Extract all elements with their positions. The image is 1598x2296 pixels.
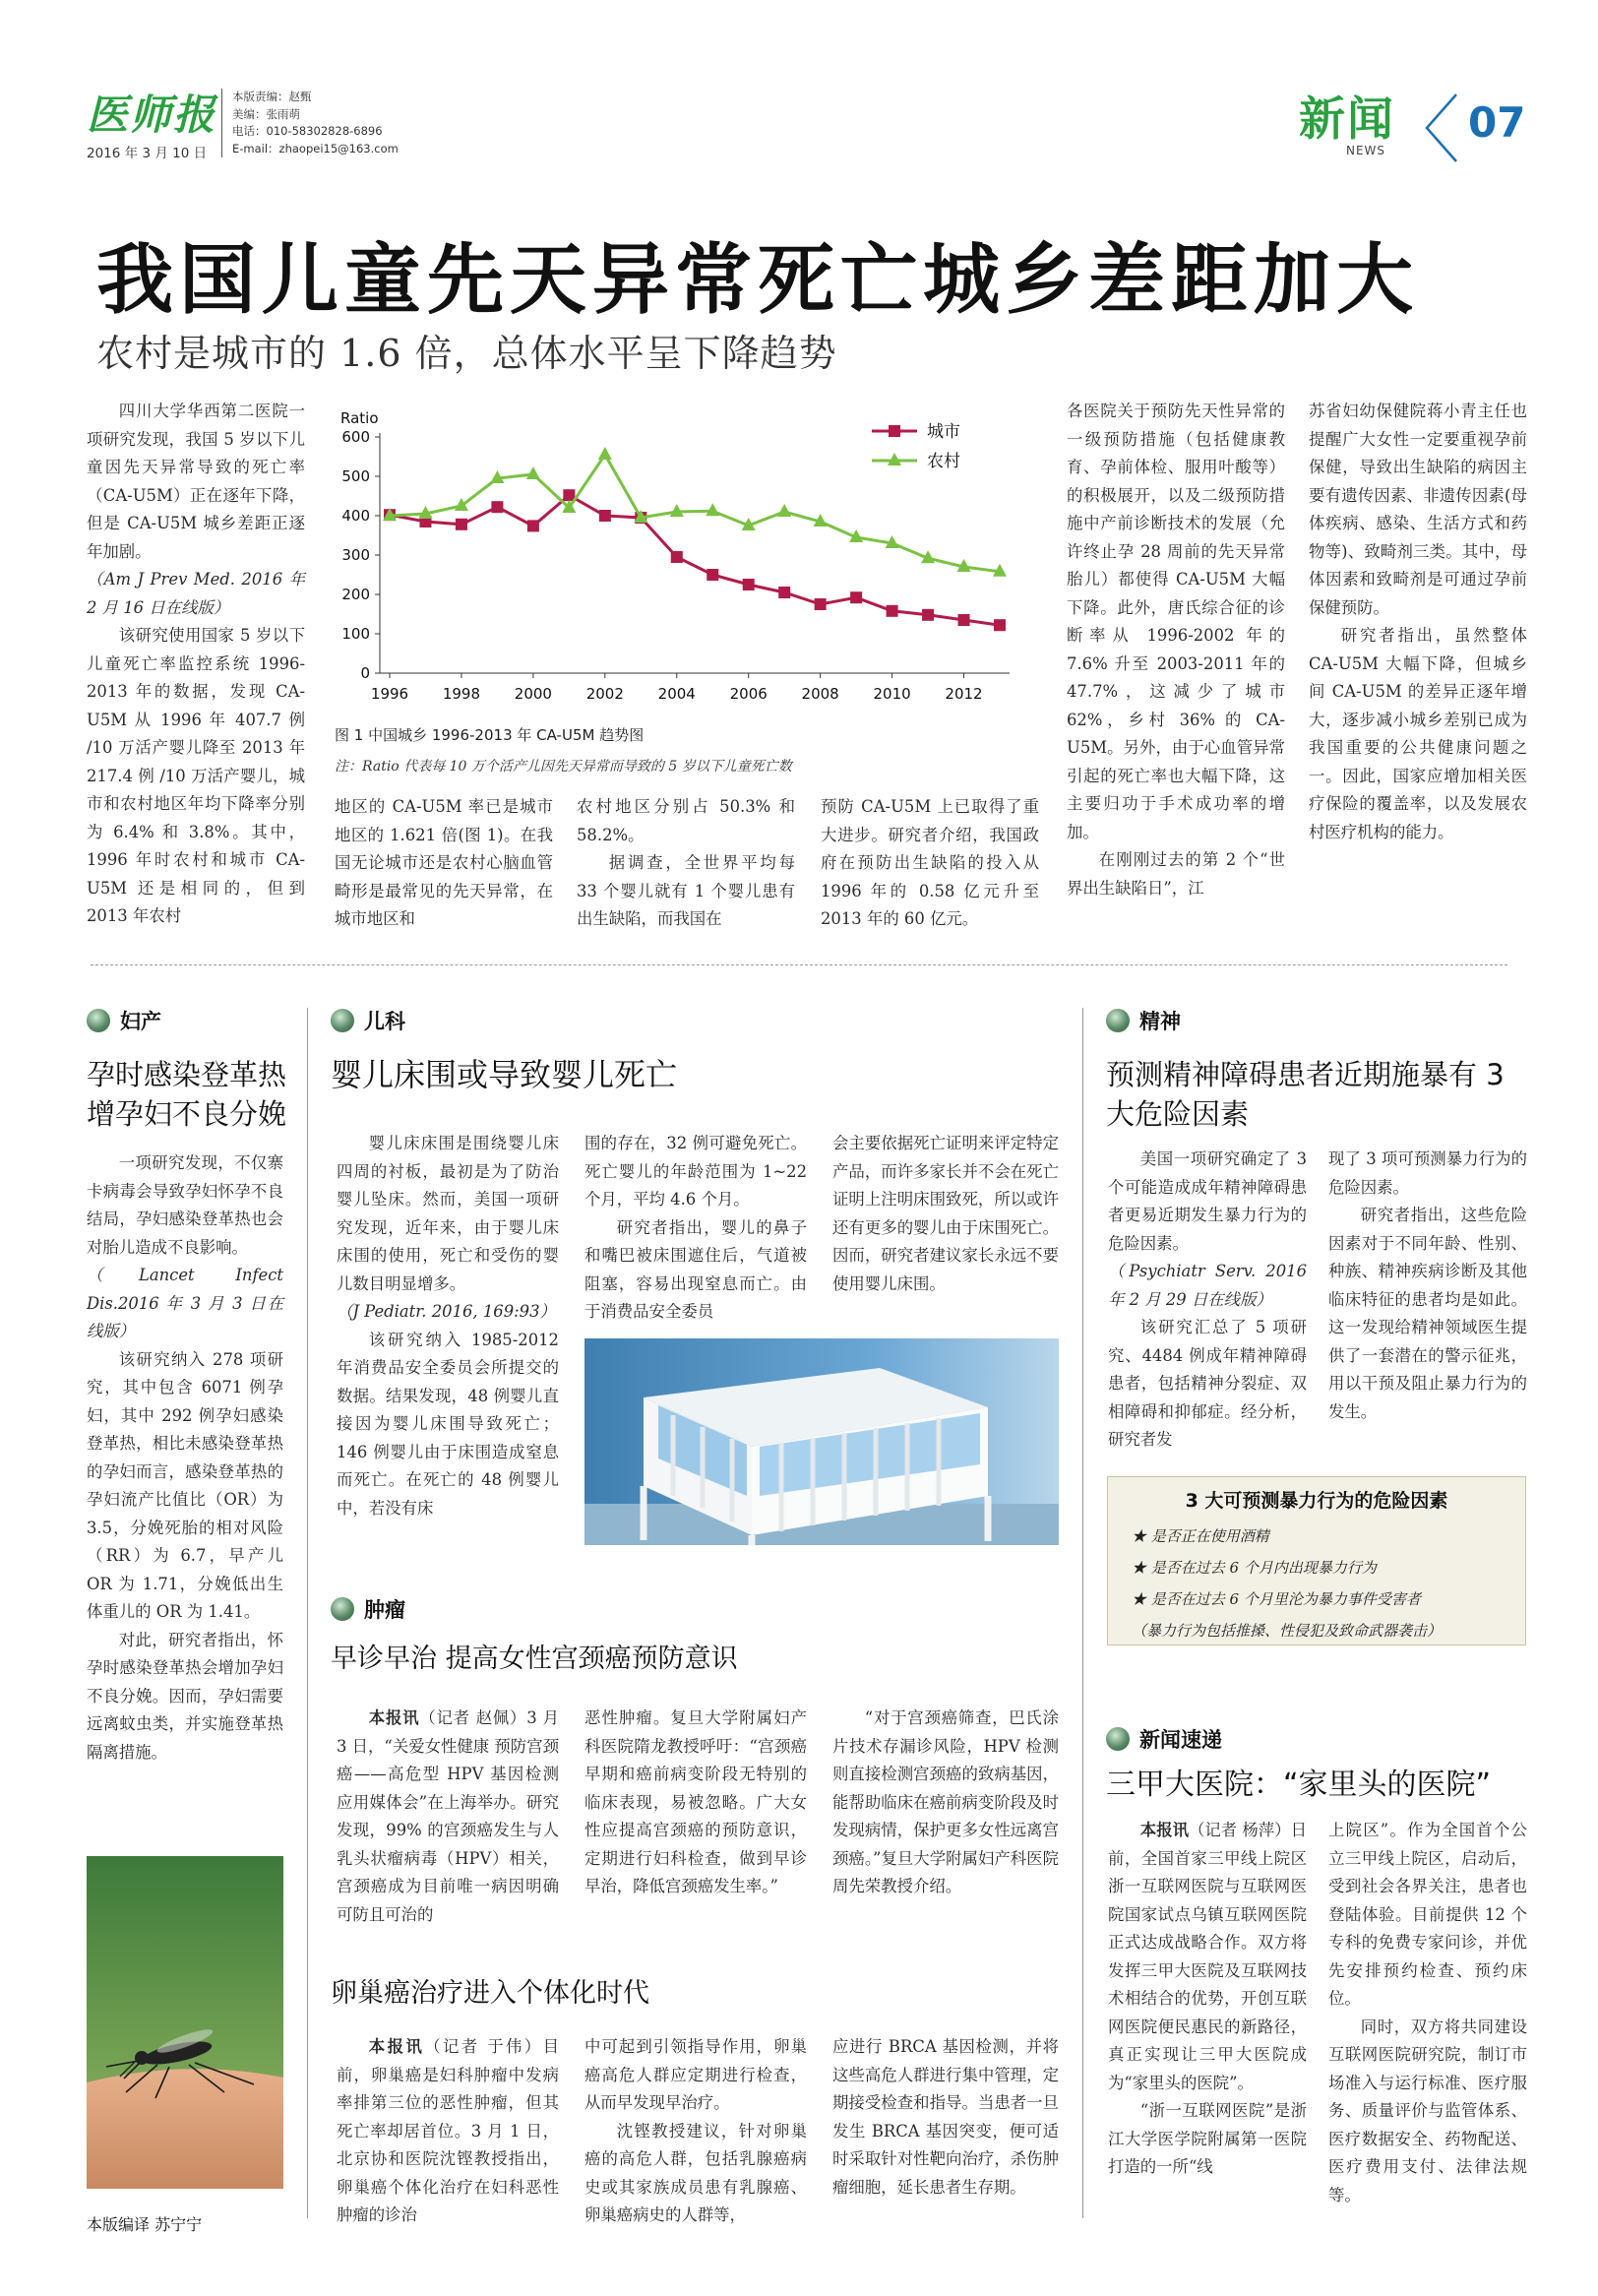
y-tick-label: 400 bbox=[341, 507, 370, 525]
legend-label: 农村 bbox=[927, 452, 960, 471]
x-tick-label: 2000 bbox=[514, 685, 552, 703]
article-citation: （Lancet Infect Dis.2016 年 3 月 3 日在线版） bbox=[87, 1266, 283, 1340]
article-paragraph: 沈铿教授建议，针对卵巢癌的高危人群，包括乳腺癌病史或其家族成员患有乳腺癌、卵巢癌病史的人群等， bbox=[584, 2121, 807, 2224]
article-citation: （Psychiatr Serv. 2016 年 2 月 29 日在线版） bbox=[1108, 1262, 1307, 1309]
pediatrics-column-1 bbox=[337, 1130, 559, 1522]
reporter: （记者 赵佩） bbox=[419, 1708, 527, 1727]
lead-column-6 bbox=[1309, 398, 1527, 846]
lead-paragraph: 据调查，全世界平均每 33 个婴儿就有 1 个婴儿患有出生缺陷，而我国在 bbox=[577, 853, 795, 928]
article-paragraph bbox=[337, 1705, 559, 1929]
risk-factor-item: ★ 是否在过去 6 个月里沦为暴力事件受害者 bbox=[1132, 1590, 1421, 1608]
article-paragraph: 恶性肿瘤。复旦大学附属妇产科医院隋龙教授呼吁：“宫颈癌早期和癌前病变阶段无特别的临床表现，易被忽略。广大女性应提高宫颈癌的预防意识，定期进行妇科检查，做到早诊早治，降低宫颈癌发生率。” bbox=[584, 1708, 807, 1895]
section-divider bbox=[91, 964, 1507, 965]
lead-paragraph: 地区的 CA-U5M 率已是城市地区的 1.621 倍(图 1)。在我国无论城市还是农村心脑血管畸形是最常见的先天异常，在城市地区和 bbox=[335, 797, 553, 928]
data-point-square bbox=[815, 598, 827, 610]
data-point-square bbox=[456, 519, 467, 530]
article-citation: （J Pediatr. 2016, 169:93） bbox=[337, 1302, 556, 1321]
crib-photo bbox=[584, 1338, 1059, 1545]
bullet-icon bbox=[331, 1009, 354, 1032]
reporter: （记者 杨萍） bbox=[1189, 1821, 1291, 1839]
risk-factor-note: （暴力行为包括推搡、性侵犯及致命武器袭击） bbox=[1132, 1622, 1443, 1640]
risk-factor-item: ★ 是否正在使用酒精 bbox=[1132, 1527, 1269, 1545]
article-text: 目前，卵巢癌是妇科肿瘤中发病率排第三位的恶性肿瘤，但其死亡率却居首位。3 月 1 日，北京协和医院沈铿教授指出，卵巢癌个体化治疗在妇科恶性肿瘤的诊治 bbox=[337, 2037, 560, 2224]
data-point-square bbox=[922, 609, 934, 621]
x-tick-label: 2004 bbox=[657, 685, 696, 703]
chart bbox=[321, 396, 1029, 720]
legend-swatch-marker bbox=[889, 425, 900, 437]
article-paragraph: 研究者指出，这些危险因素对于不同年龄、性别、种族、精神疾病诊断及其他临床特征的患者均是如此。这一发现给精神领域医生提供了一套潜在的警示征兆，用以干预及阻止暴力行为的发生。 bbox=[1328, 1206, 1527, 1421]
article-paragraph: 研究者指出，婴儿的鼻子和嘴巴被床围遮住后，气道被阻塞，容易出现窒息而亡。由于消费品安全委员 bbox=[584, 1217, 807, 1321]
article-paragraph: 中可起到引领指导作用，卵巢癌高危人群应定期进行检查，从而早发现早治疗。 bbox=[584, 2037, 807, 2112]
brief-column-2 bbox=[1328, 1817, 1527, 2209]
masthead-divider bbox=[221, 89, 222, 157]
masthead-info bbox=[232, 89, 399, 157]
lead-paragraph: 研究者指出，虽然整体 CA-U5M 大幅下降，但城乡间 CA-U5M 的差异正逐年增大，逐步减小城乡差别已成为我国重要的公共健康问题之一。因此，国家应增加相关医疗保险的覆盖率，以及发展农村医疗机构的能力。 bbox=[1309, 626, 1527, 841]
psychiatry-column-1 bbox=[1108, 1146, 1307, 1455]
psychiatry-column-2 bbox=[1328, 1146, 1527, 1426]
x-tick-label: 2006 bbox=[729, 685, 768, 703]
article-paragraph: 美国一项研究确定了 3 个可能造成成年精神障碍患者更易近期发生暴力行为的危险因素。 bbox=[1108, 1149, 1307, 1253]
article-text: 3 月 3 日，“关爱女性健康 预防宫颈癌——高危型 HPV 基因检测应用媒体会”在上海举办。研究发现，99% 的宫颈癌发生与人乳头状瘤病毒（HPV）相关，宫颈癌成为目前唯一病因明确可防且可治的 bbox=[337, 1708, 560, 1924]
reporter: （记者 于伟） bbox=[424, 2037, 543, 2056]
lead-paragraph: 四川大学华西第二医院一项研究发现，我国 5 岁以下儿童因先天异常导致的死亡率（CA-U5M）正在逐年下降，但是 CA-U5M 城乡差距正逐年加剧。 bbox=[87, 402, 305, 561]
risk-factor-item: ★ 是否在过去 6 个月内出现暴力行为 bbox=[1132, 1559, 1377, 1577]
oncology-a2-column-2 bbox=[584, 2033, 807, 2230]
bullet-icon bbox=[331, 1597, 354, 1621]
oncology-a1-column-3 bbox=[832, 1705, 1059, 1901]
page-headline: 我国儿童先天异常死亡城乡差距加大 bbox=[96, 236, 1420, 325]
bullet-icon bbox=[1106, 1009, 1130, 1032]
data-point-triangle bbox=[526, 466, 540, 479]
article-title: 卵巢癌治疗进入个体化时代 bbox=[331, 1978, 649, 2009]
lead-column-1 bbox=[87, 398, 305, 931]
dateline: 本报讯 bbox=[1139, 1821, 1189, 1839]
data-point-triangle bbox=[455, 498, 468, 511]
x-tick-label: 1998 bbox=[442, 685, 481, 703]
data-point-triangle bbox=[777, 504, 791, 517]
designer-line: 美编：张雨萌 bbox=[232, 106, 300, 121]
page-number: 07 bbox=[1468, 98, 1526, 147]
section-tag-label: 妇产 bbox=[120, 1010, 161, 1033]
y-axis-label: Ratio bbox=[340, 409, 379, 427]
data-point-square bbox=[743, 579, 755, 590]
page-subhead: 农村是城市的 1.6 倍，总体水平呈下降趋势 bbox=[96, 332, 837, 375]
section-tag-label: 精神 bbox=[1139, 1010, 1181, 1033]
article-paragraph: 婴儿床床围是围绕婴儿床四周的衬板，最初是为了防治婴儿坠床。然而，美国一项研究发现，近年来，由于婴儿床床围的使用，死亡和受伤的婴儿数目明显增多。 bbox=[337, 1134, 559, 1293]
issue-date: 2016 年 3 月 10 日 bbox=[87, 146, 208, 161]
section-tag-psychiatry bbox=[1106, 1006, 1181, 1035]
pediatrics-column-2 bbox=[584, 1130, 807, 1327]
article-paragraph: “对于宫颈癌筛查，巴氏涂片技术存漏诊风险，HPV 检测则直接检测宫颈癌的致病基因，能帮助临床在癌前病变阶段及时发现病情，保护更多女性远离宫颈癌。”复旦大学附属妇产科医院周先荣教授介绍。 bbox=[832, 1708, 1059, 1895]
oncology-a1-column-1 bbox=[337, 1705, 559, 1929]
figure-caption: 图 1 中国城乡 1996-2013 年 CA-U5M 趋势图 bbox=[335, 726, 645, 744]
y-tick-label: 100 bbox=[341, 625, 370, 643]
article-paragraph: 应进行 BRCA 基因检测，并将这些高危人群进行集中管理，定期接受检查和指导。当患者一旦发生 BRCA 基因突变，便可适时采取针对性靶向治疗，杀伤肿瘤细胞，延长患者生存期。 bbox=[832, 2037, 1059, 2197]
lead-column-2 bbox=[335, 793, 553, 934]
bullet-icon bbox=[1106, 1727, 1130, 1751]
section-tag-obstetrics bbox=[87, 1006, 161, 1035]
bullet-icon bbox=[87, 1009, 110, 1032]
lead-paragraph: 农村地区分别占 50.3% 和 58.2%。 bbox=[577, 797, 795, 844]
y-tick-label: 300 bbox=[341, 546, 370, 564]
section-title-en: NEWS bbox=[1346, 144, 1386, 157]
y-tick-label: 600 bbox=[341, 428, 370, 446]
chevron-left-icon bbox=[1417, 89, 1468, 167]
article-paragraph: 会主要依据死亡证明来评定特定产品，而许多家长并不会在死亡证明上注明床围致死，所以或许还有更多的婴儿由于床围死亡。因而，研究者建议家长永远不要使用婴儿床围。 bbox=[832, 1134, 1059, 1293]
editor-line: 本版责编：赵甄 bbox=[232, 90, 312, 103]
series-line-1 bbox=[390, 455, 1000, 572]
data-point-square bbox=[599, 510, 611, 522]
y-tick-label: 200 bbox=[341, 586, 370, 603]
article-paragraph: 该研究纳入 1985-2012 年消费品安全委员会所提交的数据。结果发现，48 例婴儿直接因为婴儿床围导致死亡；146 例婴儿由于床围造成窒息而死亡。在死亡的 48 例婴儿中，若没有床 bbox=[337, 1330, 559, 1518]
article-paragraph: 一项研究发现，不仅寨卡病毒会导致孕妇怀孕不良结局，孕妇感染登革热也会对胎儿造成不良影响。 bbox=[87, 1153, 283, 1257]
data-point-square bbox=[850, 591, 862, 603]
lead-paragraph: 各医院关于预防先天性异常的一级预防措施（包括健康教育、孕前体检、服用叶酸等）的积极展开，以及二级预防措施中产前诊断技术的发展（允许终止孕 28 周前的先天异常胎儿）都使得 CA-U5M 大幅下降。此外，唐氏综合征的诊断率从 1996-2002 年的 7.6% 升至 2003-2011 年的 47.7%，这减少了城市 62%，乡村 36% 的 CA-U5M。另外，由于心血管异常引起的死亡率也大幅下降，这主要归功于手术成功率的增加。 bbox=[1067, 402, 1285, 841]
page-credit: 本版编译 苏宁宁 bbox=[87, 2215, 203, 2234]
lead-paragraph: 苏省妇幼保健院蒋小青主任也提醒广大女性一定要重视孕前保健，导致出生缺陷的病因主要有遗传因素、非遗传因素(母体疾病、感染、生活方式和药物等)、致畸剂三类。其中，母体因素和致畸剂是可通过孕前保健预防。 bbox=[1309, 402, 1527, 617]
oncology-a1-column-2 bbox=[584, 1705, 807, 1901]
lead-column-4 bbox=[821, 793, 1039, 934]
brief-column-1 bbox=[1108, 1817, 1307, 2182]
section-tag-brief bbox=[1106, 1724, 1222, 1754]
legend-label: 城市 bbox=[927, 422, 960, 442]
x-tick-label: 2002 bbox=[585, 685, 624, 703]
article-title: 预测精神障碍患者近期施暴有 3 大危险因素 bbox=[1106, 1058, 1505, 1131]
data-point-square bbox=[778, 587, 790, 598]
x-tick-label: 1996 bbox=[370, 685, 409, 703]
article-paragraph: 现了 3 项可预测暴力行为的危险因素。 bbox=[1328, 1149, 1527, 1197]
pediatrics-column-3 bbox=[832, 1130, 1059, 1298]
oncology-a2-column-3 bbox=[832, 2033, 1059, 2202]
article-paragraph: “浙一互联网医院”是浙江大学医学院附属第一医院打造的一所“线 bbox=[1108, 2101, 1307, 2176]
figure-note: 注：Ratio 代表每 10 万个活产儿因先天异常而导致的 5 岁以下儿童死亡数 bbox=[335, 759, 792, 775]
phone-line: 电话：010-58302828-6896 bbox=[232, 124, 383, 138]
article-paragraph: 上院区”。作为全国首个公立三甲线上院区，启动后，受到社会各界关注，患者也登陆体验。目前提供 12 个专科的免费专家问诊，并优先安排预约检查、预约床位。 bbox=[1328, 1821, 1527, 2008]
column-rule bbox=[1082, 1008, 1083, 2218]
article-paragraph bbox=[1108, 1817, 1307, 2097]
data-point-square bbox=[527, 520, 539, 531]
y-tick-label: 0 bbox=[360, 664, 370, 682]
article-title: 三甲大医院：“家里头的医院” bbox=[1106, 1768, 1492, 1802]
article-paragraph: 该研究纳入 278 项研究，其中包含 6071 例孕妇，其中 292 例孕妇感染登革热，相比未感染登革热的孕妇而言，感染登革热的孕妇流产比值比（OR）为 3.5，分娩死胎的相对风险（RR）为 6.7，早产儿 OR 为 1.71，分娩低出生体重儿的 OR 为 1.41。 bbox=[87, 1349, 283, 1621]
risk-factor-box-title: 3 大可预测暴力行为的危险因素 bbox=[1185, 1490, 1448, 1512]
article-paragraph: 该研究汇总了 5 项研究、4484 例成年精神障碍患者，包括精神分裂症、双相障碍和抑郁症。经分析，研究者发 bbox=[1108, 1318, 1307, 1449]
article-text: 日前，全国首家三甲线上院区浙一互联网医院与互联网医院国家试点乌镇互联网医院正式达成战略合作。双方将发挥三甲大医院及互联网技术相结合的优势，开创互联网医院便民惠民的新路径，真正实现让三甲大医院成为“家里头的医院”。 bbox=[1108, 1821, 1307, 2092]
article-paragraph: 对此，研究者指出，怀孕时感染登革热会增加孕妇不良分娩。因而，孕妇需要远离蚊虫类，并实施登革热隔离措施。 bbox=[87, 1630, 283, 1762]
data-point-square bbox=[707, 569, 718, 581]
section-tag-label: 肿瘤 bbox=[364, 1598, 405, 1622]
x-tick-label: 2012 bbox=[945, 685, 983, 703]
lead-citation: （Am J Prev Med. 2016 年 2 月 16 日在线版） bbox=[87, 570, 305, 617]
obstetrics-body bbox=[87, 1149, 283, 1767]
masthead-logo: 医师报 bbox=[87, 91, 217, 139]
article-paragraph: 围的存在，32 例可避免死亡。死亡婴儿的年龄范围为 1~22 个月，平均 4.6 个月。 bbox=[584, 1134, 807, 1209]
lead-paragraph: 预防 CA-U5M 上已取得了重大进步。研究者介绍，我国政府在预防出生缺陷的投入从 1996 年的 0.58 亿元升至 2013 年的 60 亿元。 bbox=[821, 797, 1039, 928]
data-point-square bbox=[994, 619, 1006, 631]
section-tag-label: 新闻速递 bbox=[1139, 1728, 1222, 1752]
y-tick-label: 500 bbox=[341, 467, 370, 485]
data-point-square bbox=[887, 605, 898, 617]
column-rule bbox=[307, 1008, 308, 2218]
data-point-square bbox=[671, 551, 683, 563]
mosquito-photo bbox=[87, 1856, 283, 2189]
article-title: 婴儿床围或导致婴儿死亡 bbox=[331, 1056, 678, 1093]
data-point-triangle bbox=[706, 503, 719, 516]
section-tag-label: 儿科 bbox=[364, 1010, 405, 1033]
lead-column-5 bbox=[1067, 398, 1285, 902]
lead-paragraph: 该研究使用国家 5 岁以下儿童死亡率监控系统 1996-2013 年的数据，发现 CA-U5M 从 1996 年 407.7 例 /10 万活产婴儿降至 2013 年 217.4 例 /10 万活产婴儿，城市和农村地区年均下降率分别为 6.4% 和 3.8%。其中，1996 年时农村和城市 CA-U5M 还是相同的，但到 2013 年农村 bbox=[87, 626, 305, 925]
section-tag-pediatrics bbox=[331, 1006, 405, 1035]
dateline: 本报讯 bbox=[368, 2037, 425, 2056]
data-point-square bbox=[491, 501, 503, 513]
article-title: 早诊早治 提高女性宫颈癌预防意识 bbox=[331, 1644, 738, 1674]
section-tag-oncology bbox=[331, 1594, 405, 1624]
data-point-square bbox=[958, 614, 970, 626]
article-title: 孕时感染登革热增孕妇不良分娩 bbox=[87, 1058, 287, 1131]
x-tick-label: 2008 bbox=[801, 685, 839, 703]
lead-paragraph: 在刚刚过去的第 2 个“世界出生缺陷日”，江 bbox=[1067, 850, 1285, 898]
email-line: E-mail：zhaopei15@163.com bbox=[232, 141, 399, 155]
lead-column-3 bbox=[577, 793, 795, 934]
oncology-a2-column-1 bbox=[337, 2033, 559, 2230]
dateline: 本报讯 bbox=[368, 1708, 420, 1727]
article-paragraph bbox=[337, 2033, 559, 2230]
x-tick-label: 2010 bbox=[873, 685, 911, 703]
article-paragraph: 同时，双方将共同建设互联网医院研究院，制订市场准入与运行标准、医疗服务、质量评价与监管体系、医疗数据安全、药物配送、医疗费用支付、法律法规等。 bbox=[1328, 2017, 1527, 2204]
series-line-0 bbox=[390, 495, 1000, 625]
data-point-triangle bbox=[598, 447, 612, 460]
section-title: 新闻 bbox=[1299, 93, 1395, 147]
